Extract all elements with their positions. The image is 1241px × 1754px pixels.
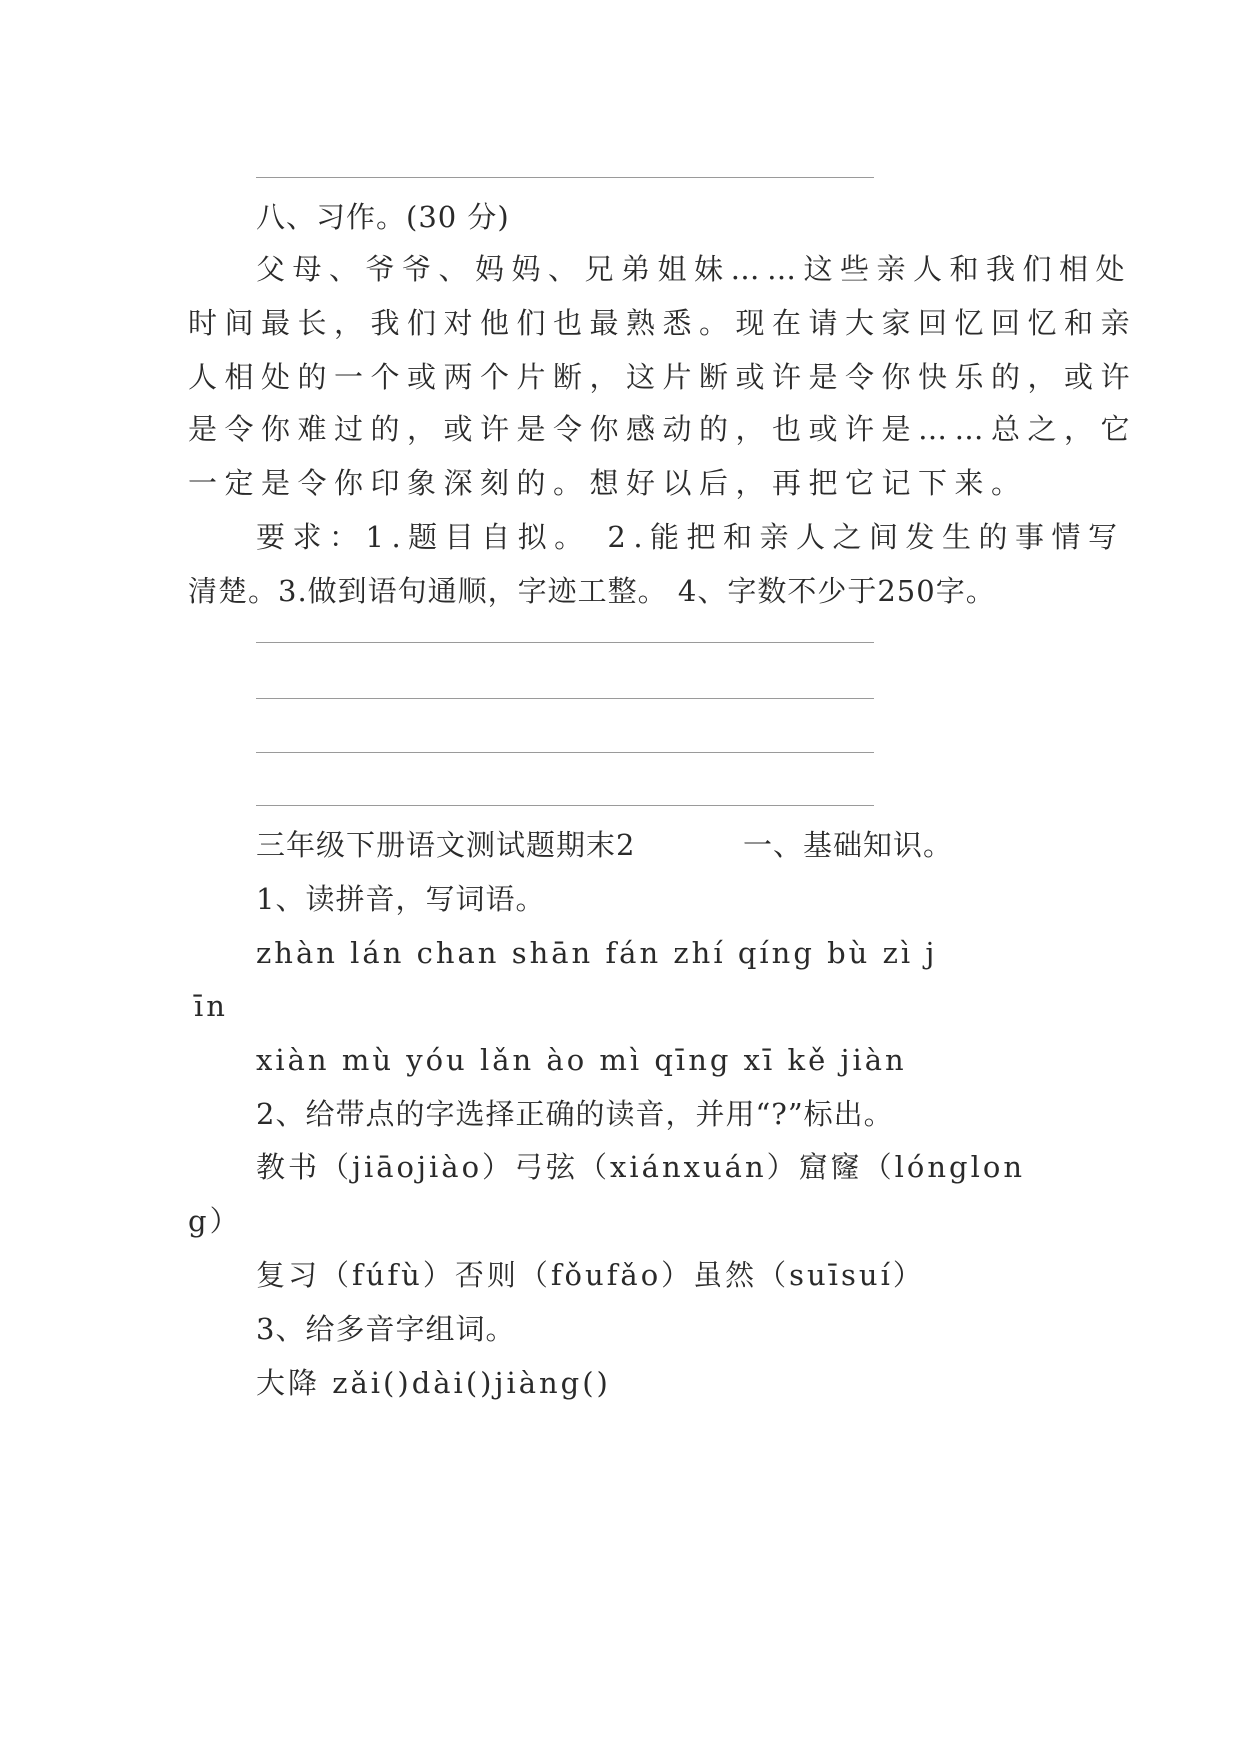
prompt-line: 父母、爷爷、妈妈、兄弟姐妹……这些亲人和我们相处 <box>256 252 1133 286</box>
reading-choice-row: 复习（fúfù）否则（fǒufǎo）虽然（suīsuí） <box>256 1258 925 1292</box>
answer-line <box>256 177 874 178</box>
prompt-line: 人相处的一个或两个片断，这片断或许是令你快乐的，或许 <box>188 360 1138 394</box>
pinyin-row-wrap: īn <box>194 989 228 1023</box>
reading-choice-row-wrap: g） <box>188 1204 242 1238</box>
prompt-line: 时间最长，我们对他们也最熟悉。现在请大家回忆回忆和亲 <box>188 306 1138 340</box>
question-title: 3、给多音字组词。 <box>256 1312 516 1346</box>
prompt-line: 是令你难过的，或许是令你感动的，也或许是……总之，它 <box>188 412 1138 446</box>
pinyin-row: xiàn mù yóu lǎn ào mì qīng xī kě jiàn <box>256 1043 907 1077</box>
section-heading: 八、习作。(30 分) <box>256 200 510 234</box>
answer-line <box>256 698 874 699</box>
reading-choice-row: 教书（jiāojiào）弓弦（xiánxuán）窟窿（lónglon <box>256 1150 1026 1184</box>
prompt-line: 一定是令你印象深刻的。想好以后，再把它记下来。 <box>188 466 1028 500</box>
requirements-line: 要求：1.题目自拟。 2.能把和亲人之间发生的事情写 <box>256 520 1125 554</box>
part-heading: 一、基础知识。 <box>743 828 954 862</box>
answer-line <box>256 805 874 806</box>
pinyin-row: zhàn lán chan shān fán zhí qíng bù zì j <box>256 936 938 970</box>
requirements-line: 清楚。3.做到语句通顺，字迹工整。 4、字数不少于250字。 <box>188 574 996 608</box>
question-title: 2、给带点的字选择正确的读音，并用“?”标出。 <box>256 1097 894 1131</box>
polyphone-row: 大降 zǎi()dài()jiàng() <box>256 1366 611 1400</box>
answer-line <box>256 642 874 643</box>
answer-line <box>256 752 874 753</box>
test-title: 三年级下册语文测试题期末2 <box>256 828 636 862</box>
question-title: 1、读拼音，写词语。 <box>256 882 546 916</box>
